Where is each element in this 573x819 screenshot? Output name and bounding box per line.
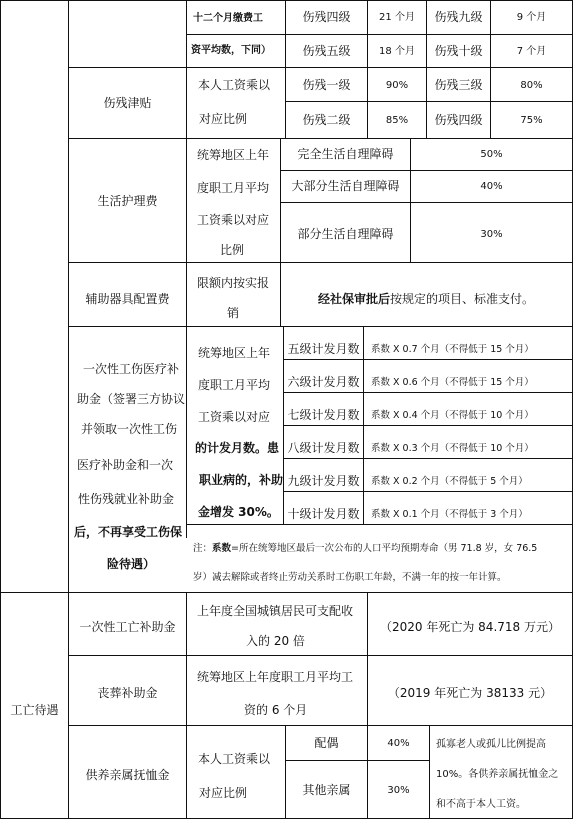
basis-line: 金增发 30%。 <box>198 505 279 519</box>
nursing-level: 大部分生活自理障碍 <box>291 179 400 193</box>
basis-line: 的计发月数。患 <box>195 441 280 455</box>
basis-line: 资的 6 个月 <box>244 703 308 717</box>
basis-line: 销 <box>227 306 240 320</box>
row-divider <box>68 655 573 656</box>
nursing-ratio: 50% <box>480 149 503 160</box>
item-label-line: 一次性工伤医疗补 <box>83 362 180 376</box>
grade-cell: 伤残五级 <box>302 44 351 58</box>
dependents-note-line: 10%。各供养亲属抚恤金之 <box>436 769 559 780</box>
item-label-line: 险待遇） <box>107 557 156 571</box>
item-label: 辅助器具配置费 <box>85 292 170 306</box>
formula-cell: 系数 X 0.3 个月（不得低于 10 个月） <box>371 443 534 454</box>
value-cell: 21 个月 <box>379 12 415 23</box>
basis-line: 统筹地区上年度职工月平均工 <box>197 670 354 684</box>
item-label: 供养亲属抚恤金 <box>85 768 170 782</box>
value-cell: 18 个月 <box>379 46 415 57</box>
item-label: 生活护理费 <box>97 194 158 208</box>
grade-cell: 伤残四级 <box>302 10 351 24</box>
basis-line: 统筹地区上年 <box>198 346 271 360</box>
ratio-cell: 40% <box>387 738 410 749</box>
grade-cell: 伤残四级 <box>434 113 483 127</box>
formula-cell: 系数 X 0.2 个月（不得低于 5 个月） <box>371 476 528 487</box>
nursing-ratio: 40% <box>480 181 503 192</box>
example-amount: （2019 年死亡为 38133 元） <box>387 686 553 700</box>
col-divider <box>280 262 281 326</box>
grade-cell: 七级计发月数 <box>287 408 360 422</box>
table-border-left <box>0 0 1 819</box>
basis-line: 度职工月平均 <box>197 181 270 195</box>
assistive-note-rest: 按规定的项目、标准支付。 <box>390 292 535 306</box>
table-border-top <box>0 0 573 1</box>
grade-cell: 伤残三级 <box>434 78 483 92</box>
coefficient-note <box>193 542 537 556</box>
row-divider <box>186 524 573 525</box>
basis-line: 上年度全国城镇居民可支配收 <box>197 604 354 618</box>
cont-note-line: 资平均数，下同） <box>191 45 271 56</box>
ratio-cell: 30% <box>387 785 410 796</box>
formula-cell: 系数 X 0.7 个月（不得低于 15 个月） <box>371 344 534 355</box>
row-divider <box>68 67 573 68</box>
value-cell: 90% <box>385 80 409 91</box>
relation-cell: 配偶 <box>314 736 339 750</box>
row-divider <box>68 326 573 327</box>
row-divider <box>283 359 573 360</box>
note-bold: 系数 <box>212 543 232 554</box>
formula-cell: 系数 X 0.1 个月（不得低于 3 个月） <box>371 509 528 520</box>
formula-cell: 系数 X 0.6 个月（不得低于 15 个月） <box>371 377 534 388</box>
row-divider <box>283 458 573 459</box>
row-divider <box>68 725 573 726</box>
row-divider <box>283 392 573 393</box>
row-divider <box>285 760 429 761</box>
value-cell: 9 个月 <box>516 12 547 23</box>
nursing-ratio: 30% <box>480 229 503 240</box>
basis-line: 比例 <box>220 243 245 257</box>
value-cell: 7 个月 <box>516 46 547 57</box>
item-label-line: 医疗补助金和一次 <box>77 458 174 472</box>
relation-cell: 其他亲属 <box>302 783 351 797</box>
basis-line: 本人工资乘以 <box>198 78 271 92</box>
row-divider <box>186 34 573 35</box>
row-divider <box>68 138 573 139</box>
row-divider <box>283 425 573 426</box>
item-label-line: 性伤残就业补助金 <box>78 492 175 506</box>
grade-cell: 九级计发月数 <box>287 474 360 488</box>
assistive-note-bold: 经社保审批后 <box>318 292 391 306</box>
value-cell: 85% <box>385 115 409 126</box>
basis-line: 统筹地区上年 <box>197 148 270 162</box>
grade-cell: 伤残二级 <box>302 113 351 127</box>
grade-cell: 八级计发月数 <box>287 441 360 455</box>
note-text: =所在统筹地区最后一次公布的人口平均预期寿命（男 71.8 岁，女 76.5 <box>231 543 538 554</box>
grade-cell: 六级计发月数 <box>287 375 360 389</box>
value-cell: 75% <box>520 115 543 126</box>
assistive-note <box>318 292 534 306</box>
section-divider <box>0 592 573 593</box>
basis-line: 入的 20 倍 <box>246 634 305 648</box>
basis-line: 对应比例 <box>199 112 248 126</box>
example-amount: （2020 年死亡为 84.718 万元） <box>380 620 560 634</box>
dependents-note-line: 孤寡老人或孤儿比例提高 <box>436 739 546 750</box>
basis-line: 职业病的，补助 <box>199 473 284 487</box>
cont-note-line: 十二个月缴费工 <box>193 13 263 24</box>
basis-line: 本人工资乘以 <box>198 752 271 766</box>
formula-cell: 系数 X 0.4 个月（不得低于 10 个月） <box>371 410 534 421</box>
note-prefix: 注： <box>193 543 213 554</box>
item-label-line: 助金（签署三方协议 <box>77 392 186 406</box>
nursing-level: 部分生活自理障碍 <box>297 227 394 241</box>
basis-line: 限额内按实报 <box>197 276 270 290</box>
basis-line: 对应比例 <box>199 786 248 800</box>
grade-cell: 伤残一级 <box>302 78 351 92</box>
item-label: 伤残津贴 <box>103 96 152 110</box>
basis-line: 度职工月平均 <box>198 378 271 392</box>
col-divider <box>186 592 187 819</box>
dependents-note-line: 和不高于本人工资。 <box>436 799 526 810</box>
item-label-line: 并领取一次性工伤 <box>81 422 178 436</box>
row-divider <box>68 262 573 263</box>
item-label: 一次性工亡补助金 <box>79 620 176 634</box>
value-cell: 80% <box>520 80 543 91</box>
grade-cell: 伤残九级 <box>434 10 483 24</box>
nursing-level: 完全生活自理障碍 <box>297 147 394 161</box>
row-divider <box>280 202 573 203</box>
col-divider <box>186 0 187 538</box>
basis-line: 工资乘以对应 <box>198 410 271 424</box>
row-divider <box>285 101 573 102</box>
grade-cell: 五级计发月数 <box>287 342 360 356</box>
basis-line: 工资乘以对应 <box>197 213 270 227</box>
coefficient-note-line2: 岁）减去解除或者终止劳动关系时工伤职工年龄，不满一年的按一年计算。 <box>193 572 507 583</box>
item-label: 丧葬补助金 <box>97 686 158 700</box>
grade-cell: 十级计发月数 <box>287 507 360 521</box>
row-divider <box>283 491 573 492</box>
section-label: 工亡待遇 <box>10 703 59 717</box>
grade-cell: 伤残十级 <box>434 44 483 58</box>
item-label-line: 后，不再享受工伤保 <box>74 525 183 539</box>
row-divider <box>280 170 573 171</box>
col-divider <box>429 725 430 819</box>
